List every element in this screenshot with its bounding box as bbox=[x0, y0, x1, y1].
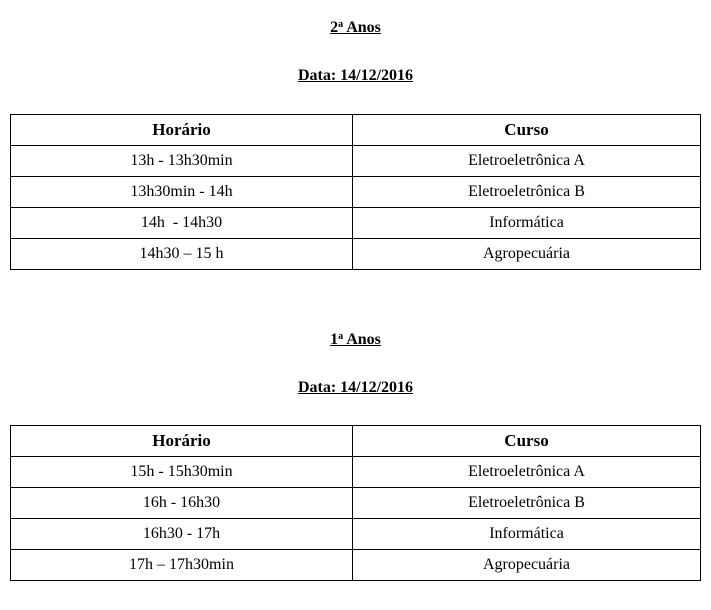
section-title-ordinal: a bbox=[338, 19, 344, 30]
cell-time: 14h - 14h30 bbox=[11, 208, 353, 239]
section-title-ordinal: a bbox=[338, 331, 344, 342]
table-row bbox=[11, 177, 701, 208]
schedule-table-1st-year bbox=[10, 425, 701, 581]
cell-course: Eletroeletrônica B bbox=[353, 488, 701, 519]
cell-time: 14h30 – 15 h bbox=[11, 239, 353, 270]
table-row bbox=[11, 550, 701, 581]
section-title-text: Anos bbox=[343, 331, 381, 348]
section-title-number: 1 bbox=[330, 331, 339, 348]
cell-course: Informática bbox=[353, 208, 701, 239]
cell-time: 13h30min - 14h bbox=[11, 177, 353, 208]
table-row bbox=[11, 519, 701, 550]
table-row bbox=[11, 239, 701, 270]
section-title-1st-year bbox=[0, 330, 711, 350]
cell-course: Informática bbox=[353, 519, 701, 550]
cell-course: Agropecuária bbox=[353, 239, 701, 270]
section-date-1st-year: Data: 14/12/2016 bbox=[297, 379, 414, 396]
section-title-number: 2 bbox=[330, 19, 339, 36]
column-header-course: Curso bbox=[353, 115, 701, 146]
cell-course: Eletroeletrônica B bbox=[353, 177, 701, 208]
cell-course: Eletroeletrônica A bbox=[353, 457, 701, 488]
section-title-text: Anos bbox=[343, 19, 381, 36]
section-date-2nd-year: Data: 14/12/2016 bbox=[297, 67, 414, 84]
cell-time: 15h - 15h30min bbox=[11, 457, 353, 488]
table-row bbox=[11, 146, 701, 177]
cell-course: Eletroeletrônica A bbox=[353, 146, 701, 177]
schedule-table-2nd-year bbox=[10, 114, 701, 270]
table-header-row bbox=[11, 426, 701, 457]
cell-time: 17h – 17h30min bbox=[11, 550, 353, 581]
cell-time: 16h30 - 17h bbox=[11, 519, 353, 550]
table-row bbox=[11, 457, 701, 488]
cell-time: 16h - 16h30 bbox=[11, 488, 353, 519]
section-title-2nd-year bbox=[0, 18, 711, 38]
column-header-time: Horário bbox=[11, 115, 353, 146]
column-header-course: Curso bbox=[353, 426, 701, 457]
cell-course: Agropecuária bbox=[353, 550, 701, 581]
table-row bbox=[11, 488, 701, 519]
cell-time: 13h - 13h30min bbox=[11, 146, 353, 177]
table-header-row bbox=[11, 115, 701, 146]
table-row bbox=[11, 208, 701, 239]
column-header-time: Horário bbox=[11, 426, 353, 457]
